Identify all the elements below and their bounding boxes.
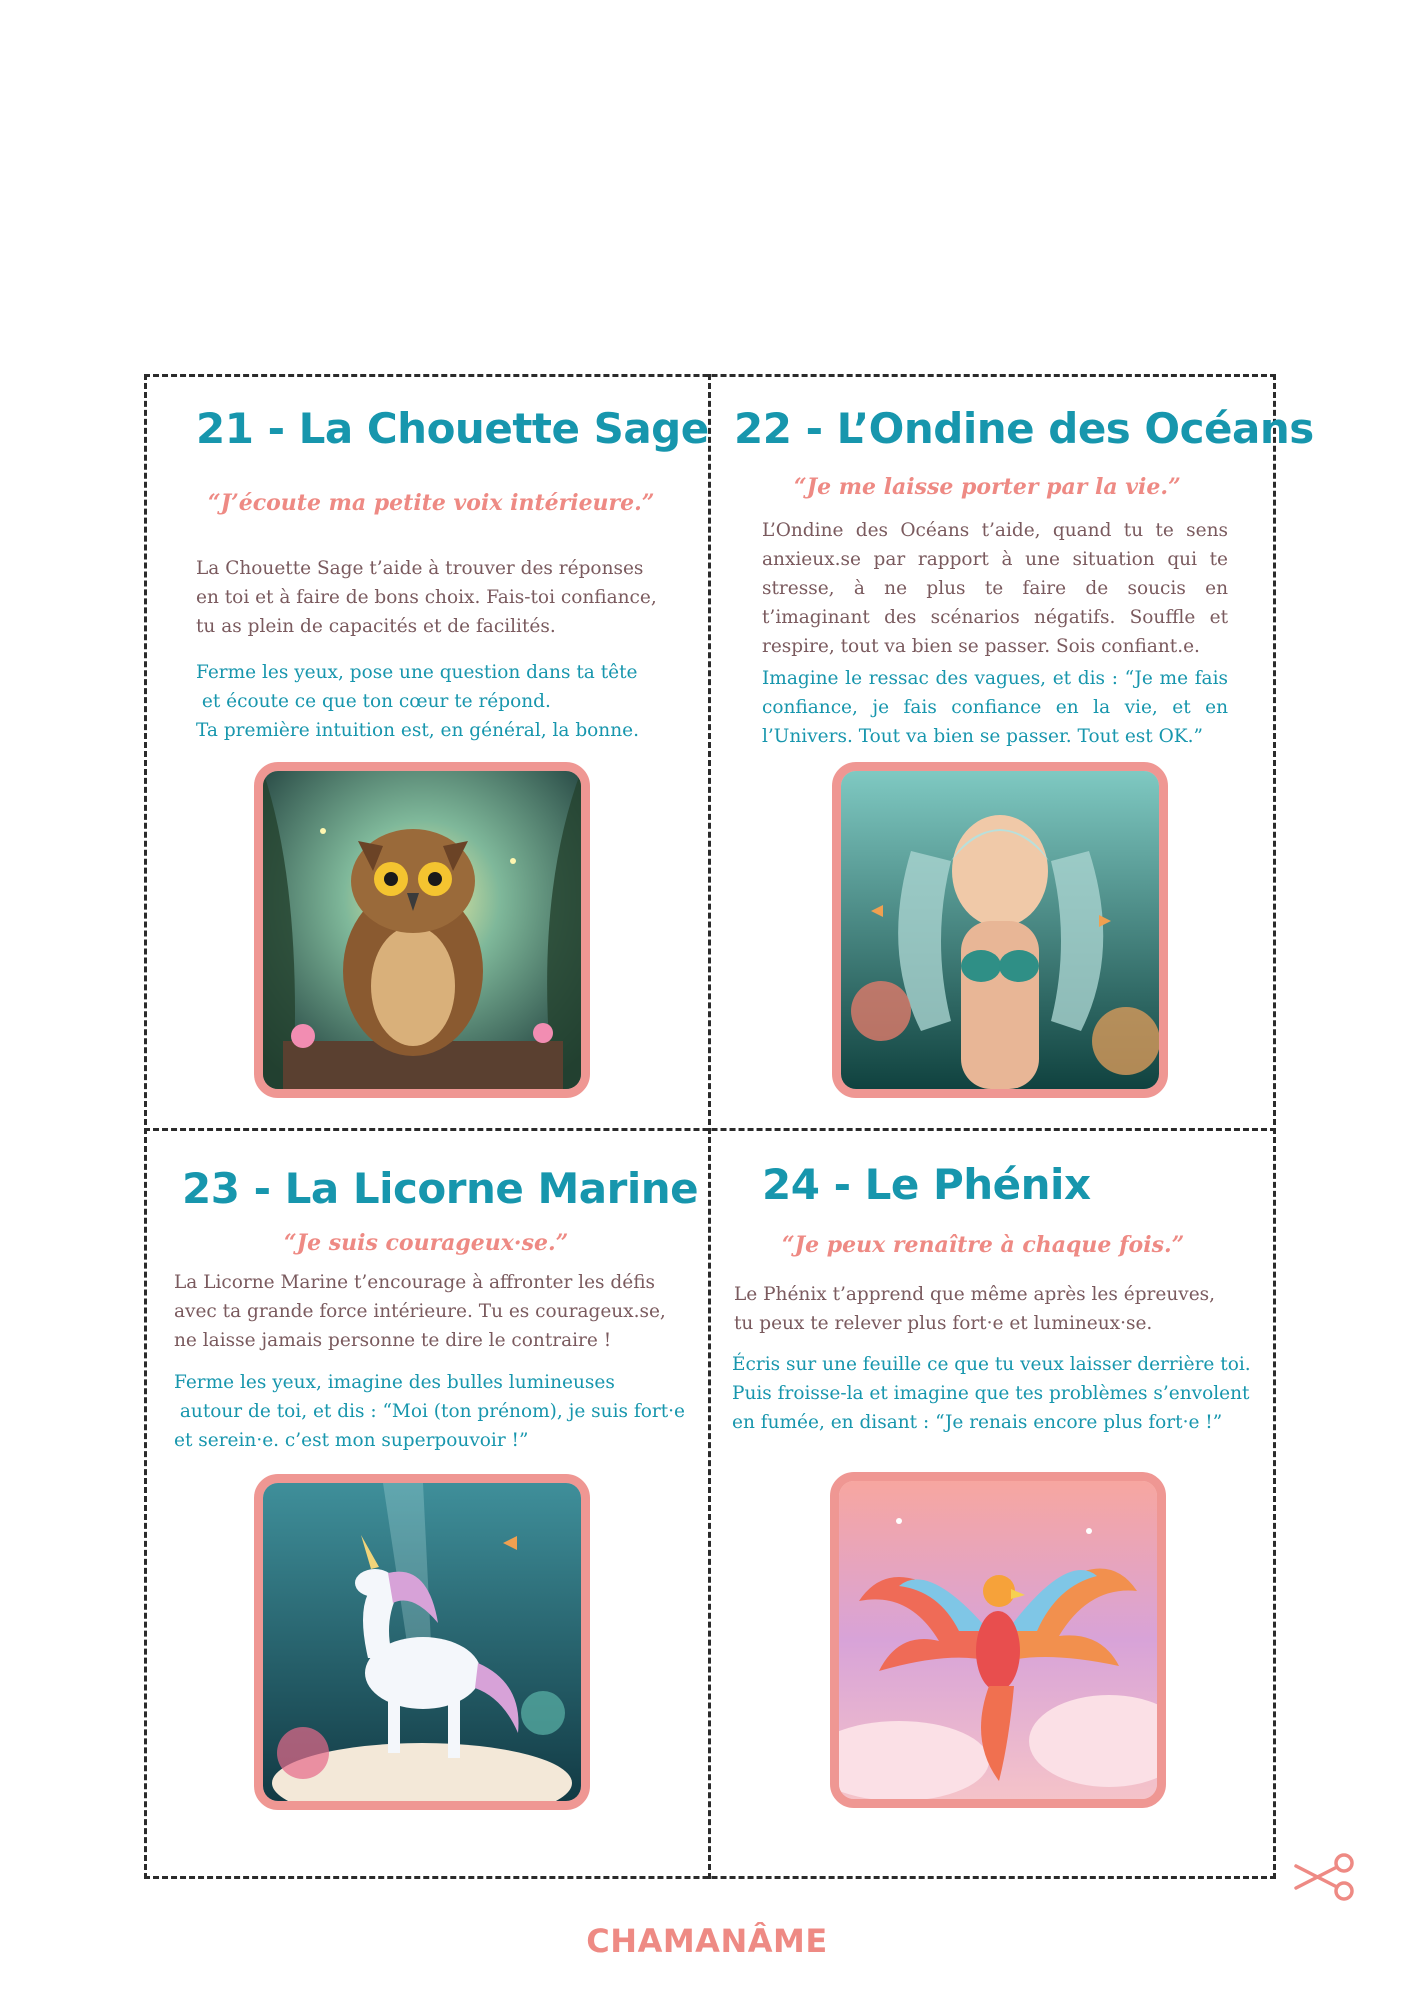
- description-line: La Chouette Sage t’aide à trouver des réponses: [196, 558, 644, 579]
- description-line: tu peux te relever plus fort·e et lumineux·se.: [734, 1313, 1153, 1334]
- phoenix-illustration: [830, 1472, 1166, 1808]
- description-line: en toi et à faire de bons choix. Fais-toi confiance,: [196, 587, 657, 608]
- exercise-line: Écris sur une feuille ce que tu veux laisser derrière toi.: [732, 1354, 1251, 1375]
- description-line: avec ta grande force intérieure. Tu es courageux.se,: [174, 1301, 666, 1322]
- exercise-line: et écoute ce que ton cœur te répond.: [196, 691, 551, 712]
- vertical-cut-line: [708, 374, 711, 1879]
- sea-unicorn-illustration: [254, 1474, 590, 1810]
- scissors-icon: [1292, 1852, 1358, 1902]
- card-exercise: [196, 658, 639, 745]
- description-line: La Licorne Marine t’encourage à affronter les défis: [174, 1272, 656, 1293]
- card-title: 23 - La Licorne Marine: [182, 1164, 699, 1213]
- card-quote: “Je suis courageux·se.”: [284, 1230, 569, 1256]
- card-exercise: [174, 1368, 685, 1455]
- description-line: Le Phénix t’apprend que même après les épreuves,: [734, 1284, 1216, 1305]
- description-line: tu as plein de capacités et de facilités.: [196, 616, 556, 637]
- exercise-line: Ferme les yeux, pose une question dans ta tête: [196, 662, 638, 683]
- description-line: ne laisse jamais personne te dire le contraire !: [174, 1330, 612, 1351]
- exercise-line: Ferme les yeux, imagine des bulles lumineuses: [174, 1372, 615, 1393]
- exercise-line: autour de toi, et dis : “Moi (ton prénom), je suis fort·e: [174, 1401, 685, 1422]
- card-quote: “Je me laisse porter par la vie.”: [794, 474, 1181, 500]
- exercise-line: en fumée, en disant : “Je renais encore plus fort·e !”: [732, 1412, 1223, 1433]
- horizontal-cut-line: [144, 1128, 1276, 1131]
- card-description: [734, 1280, 1215, 1338]
- card-description: L’Ondine des Océans t’aide, quand tu te sens anxieux.se par rapport à une situation qui te stresse, à ne plus te faire de soucis en t’imaginant des scénarios négatifs. Souffle et respire, tout va bien se passer. Sois confiant.e.: [762, 520, 1228, 657]
- card-exercise: [732, 1350, 1251, 1437]
- exercise-line: Ta première intuition est, en général, la bonne.: [196, 720, 639, 741]
- card-title: 24 - Le Phénix: [762, 1160, 1091, 1209]
- brand-logo: CHAMANÂME: [586, 1922, 828, 1960]
- exercise-line: Puis froisse-la et imagine que tes problèmes s’envolent: [732, 1383, 1250, 1404]
- card-description: [196, 554, 657, 641]
- card-title: 22 - L’Ondine des Océans: [734, 404, 1314, 453]
- owl-illustration: [254, 762, 590, 1098]
- card-description: [174, 1268, 666, 1355]
- mermaid-illustration: [832, 762, 1168, 1098]
- card-title: 21 - La Chouette Sage: [196, 404, 709, 453]
- card-quote: “J’écoute ma petite voix intérieure.”: [208, 490, 655, 516]
- card-exercise: Imagine le ressac des vagues, et dis : “Je me fais confiance, je fais confiance en la vie, et en l’Univers. Tout va bien se passer. Tout est OK.”: [762, 668, 1228, 747]
- exercise-line: et serein·e. c’est mon superpouvoir !”: [174, 1430, 529, 1451]
- card-quote: “Je peux renaître à chaque fois.”: [782, 1232, 1185, 1258]
